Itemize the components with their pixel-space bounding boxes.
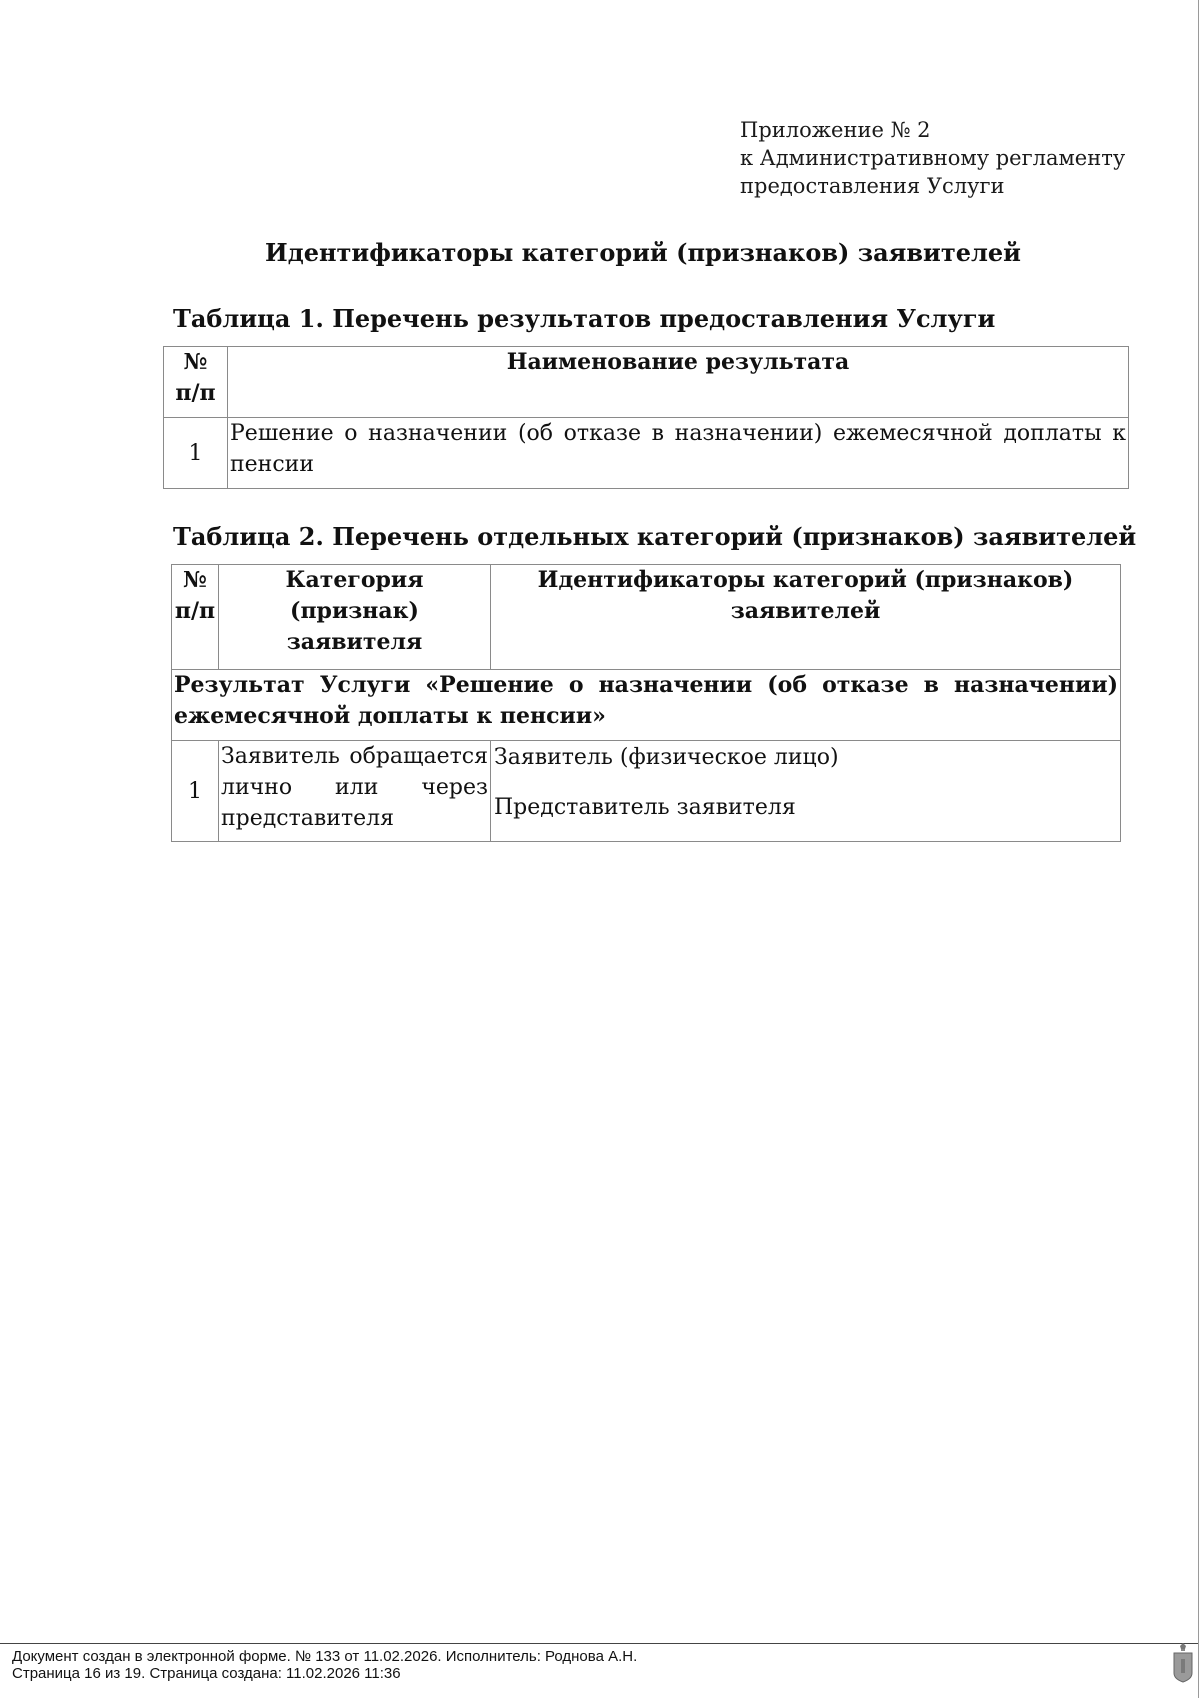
footer-line-1: Документ создан в электронной форме. № 133 от 11.02.2026. Исполнитель: Роднова А.Н.	[12, 1648, 638, 1665]
header-category-line-1: Категория	[285, 567, 424, 593]
footer-line-2: Страница 16 из 19. Страница создана: 11.02.2026 11:36	[12, 1665, 401, 1682]
header-num-abbr: п/п	[174, 598, 216, 624]
header-num-abbr: п/п	[175, 380, 216, 406]
table-row	[172, 741, 1121, 842]
table2-header-identifiers: Идентификаторы категорий (признаков) заявителей	[491, 565, 1121, 670]
appendix-line-1: Приложение № 2	[740, 118, 931, 142]
appendix-note	[740, 116, 1125, 200]
table2-header-num	[172, 565, 219, 670]
appendix-line-2: к Административному регламенту	[740, 146, 1126, 170]
table2-result-row	[172, 670, 1121, 741]
result-row-text: Результат Услуги «Решение о назначении (об отказе в назначении) ежемесячной доплаты к пенсии»	[172, 670, 1121, 741]
results-table	[163, 346, 1129, 489]
table2-header-category	[219, 565, 491, 670]
identifier-item: Заявитель (физическое лицо)	[494, 745, 839, 770]
table2-row-identifiers	[491, 741, 1121, 842]
table1-header-num	[164, 347, 228, 418]
table2-header-row	[172, 565, 1121, 670]
table1-row-text: Решение о назначении (об отказе в назначении) ежемесячной доплаты к пенсии	[228, 418, 1129, 489]
table1-caption: Таблица 1. Перечень результатов предоставления Услуги	[173, 304, 996, 333]
header-category-line-2: (признак) заявителя	[286, 598, 423, 655]
table1-row-num: 1	[164, 418, 228, 489]
identifier-item: Представитель заявителя	[494, 795, 796, 820]
header-num-symbol: №	[183, 567, 207, 593]
coat-of-arms-icon	[1172, 1643, 1194, 1683]
document-title: Идентификаторы категорий (признаков) заявителей	[265, 238, 1021, 267]
footer	[12, 1648, 637, 1682]
footer-divider	[0, 1643, 1198, 1644]
table1-header-name: Наименование результата	[228, 347, 1129, 418]
table2-row-num: 1	[172, 741, 219, 842]
table2-caption: Таблица 2. Перечень отдельных категорий (признаков) заявителей	[173, 522, 1137, 551]
table1-header-row	[164, 347, 1129, 418]
table2-row-category	[219, 741, 491, 842]
categories-table	[171, 564, 1121, 842]
category-text: Заявитель обращается лично или через представителя	[221, 744, 488, 831]
appendix-line-3: предоставления Услуги	[740, 174, 1005, 198]
header-num-symbol: №	[183, 349, 208, 375]
table-row	[164, 418, 1129, 489]
